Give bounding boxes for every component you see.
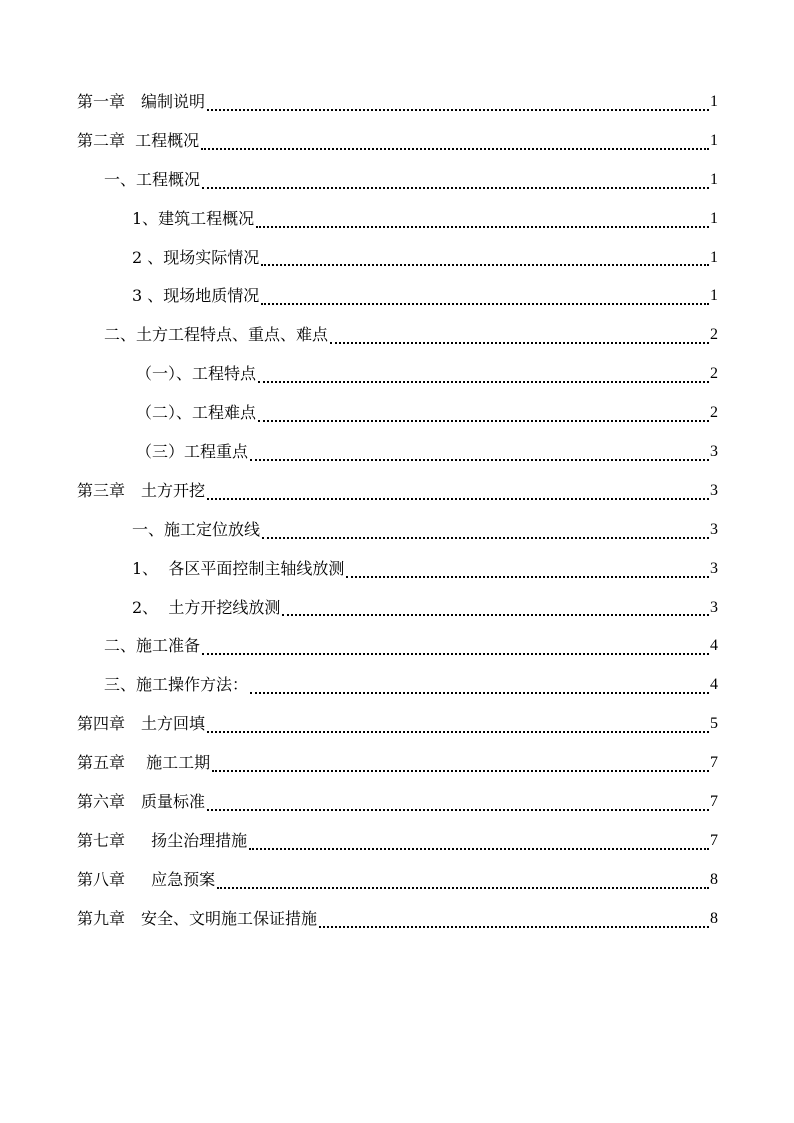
toc-page-number: 2: [710, 365, 718, 383]
toc-page-number: 7: [710, 831, 718, 849]
toc-leader-dots: [207, 731, 709, 733]
toc-entry[interactable]: [0, 705, 794, 744]
toc-entry-label: 第一章 编制说明: [77, 91, 206, 111]
toc-entry-label: 第六章 质量标准: [77, 792, 206, 812]
toc-page-number: 3: [710, 443, 718, 460]
toc-leader-dots: [261, 264, 709, 266]
toc-entry-label: 第八章 应急预案: [77, 869, 216, 889]
toc-entry-label: （二）、工程难点: [136, 403, 257, 423]
toc-entry[interactable]: [0, 627, 794, 666]
toc-page-number: 7: [710, 754, 718, 772]
toc-leader-dots: [258, 420, 709, 422]
toc-page-number: 3: [710, 598, 718, 616]
toc-entry-label: （三）工程重点: [136, 442, 249, 461]
toc-leader-dots: [346, 576, 709, 578]
toc-entry-label: 第三章 土方开挖: [77, 480, 206, 500]
toc-entry-label: 二、施工准备: [104, 636, 201, 656]
toc-entry-label: 3 、现场地质情况: [132, 286, 260, 306]
toc-page-number: 4: [710, 637, 718, 655]
toc-leader-dots: [207, 809, 709, 811]
toc-leader-dots: [212, 770, 709, 772]
toc-page-number: 1: [710, 287, 718, 305]
toc-entry[interactable]: [0, 394, 794, 433]
toc-entry[interactable]: [0, 316, 794, 355]
toc-page-number: 2: [710, 326, 718, 344]
toc-page-number: 3: [710, 520, 718, 538]
toc-entry[interactable]: [0, 900, 794, 939]
toc-leader-dots: [262, 537, 709, 539]
toc-leader-dots: [202, 187, 709, 189]
toc-entry[interactable]: [0, 472, 794, 511]
toc-entry-label: 1、建筑工程概况: [132, 208, 255, 228]
toc-entry-label: 第五章 施工工期: [77, 753, 211, 773]
toc-page-number: 4: [710, 676, 718, 694]
toc-entry-label: 一、施工定位放线: [132, 519, 261, 539]
toc-entry[interactable]: [0, 433, 794, 472]
toc-entry-label: 二、土方工程特点、重点、难点: [104, 325, 329, 345]
toc-entry[interactable]: [0, 550, 794, 589]
toc-entry-label: （一）、工程特点: [136, 364, 257, 384]
table-of-contents: [0, 83, 794, 939]
toc-page-number: 5: [710, 715, 718, 733]
toc-leader-dots: [258, 381, 709, 383]
toc-page-number: 8: [710, 909, 718, 927]
toc-entry[interactable]: [0, 511, 794, 550]
toc-entry[interactable]: [0, 822, 794, 861]
toc-entry[interactable]: [0, 783, 794, 822]
toc-entry-label: 一、工程概况: [104, 169, 201, 189]
toc-entry-label: 第九章 安全、文明施工保证措施: [77, 908, 318, 928]
toc-entry[interactable]: [0, 744, 794, 783]
toc-entry-label: 第七章 扬尘治理措施: [77, 830, 248, 850]
toc-leader-dots: [319, 926, 709, 928]
toc-page-number: 1: [710, 170, 718, 188]
toc-entry[interactable]: [0, 355, 794, 394]
toc-entry[interactable]: [0, 277, 794, 316]
toc-leader-dots: [256, 226, 709, 228]
toc-page-number: 1: [710, 248, 718, 266]
toc-leader-dots: [261, 303, 709, 305]
toc-leader-dots: [217, 887, 709, 889]
toc-leader-dots: [330, 342, 709, 344]
toc-page-number: 7: [710, 793, 718, 811]
toc-leader-dots: [282, 614, 709, 616]
toc-page-number: 2: [710, 404, 718, 422]
toc-entry-label: 1、 各区平面控制主轴线放测: [132, 558, 345, 578]
toc-leader-dots: [250, 692, 709, 694]
toc-page-number: 1: [710, 131, 718, 149]
toc-leader-dots: [249, 848, 709, 850]
toc-entry[interactable]: [0, 161, 794, 200]
toc-page-number: 1: [710, 92, 718, 110]
toc-entry[interactable]: [0, 239, 794, 278]
toc-leader-dots: [207, 109, 709, 111]
toc-entry[interactable]: [0, 589, 794, 628]
toc-entry[interactable]: [0, 122, 794, 161]
toc-entry-label: 第二章 工程概况: [77, 130, 200, 150]
toc-leader-dots: [202, 653, 709, 655]
toc-entry[interactable]: [0, 83, 794, 122]
toc-page-number: 1: [710, 209, 718, 227]
toc-leader-dots: [207, 498, 709, 500]
toc-entry-label: 2 、现场实际情况: [132, 247, 260, 267]
toc-leader-dots: [201, 148, 709, 150]
toc-entry[interactable]: [0, 861, 794, 900]
toc-entry-label: 三、施工操作方法：: [104, 675, 249, 695]
toc-entry-label: 2、 土方开挖线放测: [132, 597, 281, 617]
toc-entry[interactable]: [0, 666, 794, 705]
toc-entry[interactable]: [0, 200, 794, 239]
toc-page-number: 8: [710, 870, 718, 888]
toc-page-number: 3: [710, 559, 718, 577]
toc-leader-dots: [250, 459, 709, 461]
toc-page-number: 3: [710, 481, 718, 499]
toc-entry-label: 第四章 土方回填: [77, 714, 206, 734]
